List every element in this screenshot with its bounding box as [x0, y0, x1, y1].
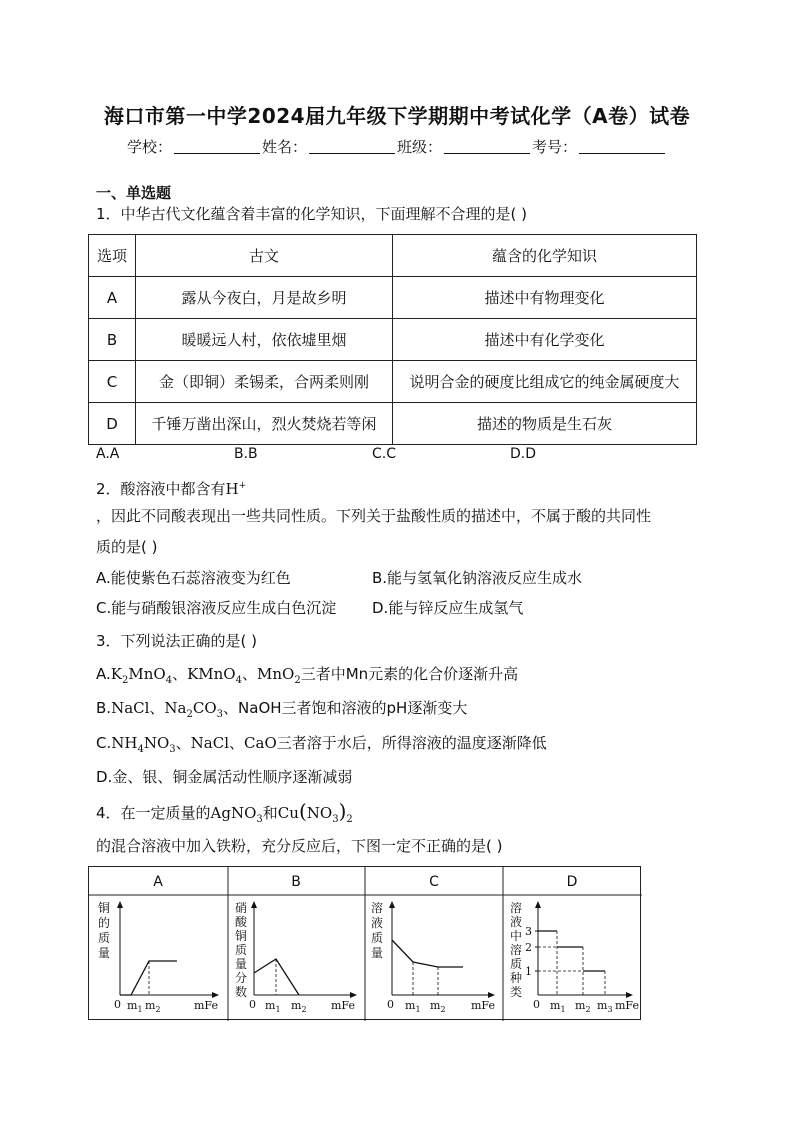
ylabel-char: 溶 — [510, 943, 523, 957]
q2-option-b[interactable]: B.能与氢氧化钠溶液反应生成水 — [372, 569, 583, 587]
y-tick-1: 1 — [525, 965, 532, 978]
formula-k2mno4: $K_2MnO_4$ — [110, 665, 173, 686]
x-axis-label: mFe — [471, 999, 495, 1012]
exam-title: 海口市第一中学2024届九年级下学期期中考试化学（A卷）试卷 — [103, 104, 691, 128]
formula-nh4no3: $NH_4NO_3$ — [111, 734, 176, 755]
x-axis-arrow — [350, 992, 357, 998]
formula-nacl: NaCl — [111, 699, 150, 717]
option-prefix: A. — [96, 665, 111, 683]
ylabel-char: 种 — [510, 971, 523, 985]
table-header-row — [89, 235, 697, 277]
option-text: 、NaOH三者饱和溶液的pH逐渐变大 — [223, 699, 468, 717]
q2-option-a[interactable]: A.能使紫色石蕊溶液变为红色 — [96, 569, 291, 587]
table-cell: 金（即铜）柔锡柔，合两柔则刚 — [136, 361, 393, 403]
table-row — [89, 361, 697, 403]
tick-m2: $m_2$ — [575, 999, 591, 1014]
q4-graphs-svg — [89, 867, 642, 1021]
option-text: 三者中Mn元素的化合价逐渐升高 — [300, 665, 519, 683]
school-blank[interactable] — [174, 139, 260, 154]
ylabel-char: 液 — [371, 916, 384, 930]
q1-table — [88, 234, 697, 445]
name-blank[interactable] — [309, 139, 395, 154]
number-blank[interactable] — [579, 139, 665, 154]
graph-d-ylabel — [510, 900, 522, 999]
option-prefix: C. — [96, 734, 112, 752]
ylabel-char: 质 — [98, 931, 111, 945]
origin-label: 0 — [249, 998, 256, 1011]
y-axis-arrow — [251, 901, 257, 908]
q2-stem-line3: 质的是( ) — [96, 538, 158, 556]
q4-stem-line2: 的混合溶液中加入铁粉，充分反应后，下图一定不正确的是( ) — [96, 837, 503, 855]
tick-m1: $m_1$ — [265, 999, 281, 1014]
series-line — [392, 940, 463, 967]
origin-label: 0 — [533, 998, 540, 1011]
y-axis-arrow — [117, 901, 123, 908]
q4-graphs — [88, 866, 641, 1020]
table-cell: 描述的物质是生石灰 — [393, 403, 697, 445]
ylabel-char: 量 — [235, 957, 248, 971]
origin-label: 0 — [387, 998, 394, 1011]
ylabel-char: 中 — [510, 929, 523, 943]
q4-stem-and: 和 — [262, 804, 278, 822]
ylabel-char: 的 — [98, 916, 111, 930]
q2-stem-line2: ，因此不同酸表现出一些共同性质。下列关于盐酸性质的描述中，不属于酸的共同性 — [96, 507, 652, 525]
tick-m1: $m_1$ — [550, 999, 566, 1014]
class-blank[interactable] — [444, 139, 530, 154]
formula-kmno4: KMnO$_4$ — [187, 665, 242, 686]
graph-c-ylabel — [371, 900, 383, 960]
ion-charge: + — [238, 481, 247, 491]
ylabel-char: 铜 — [98, 901, 111, 915]
graph-b-ylabel — [235, 900, 248, 999]
y-tick-2: 2 — [525, 941, 532, 954]
x-axis-label: mFe — [615, 999, 639, 1012]
graph-title-a: A — [153, 874, 163, 890]
table-cell: 描述中有物理变化 — [393, 277, 697, 319]
option-b[interactable]: B.B — [234, 446, 258, 462]
table-header-cell: 古文 — [136, 235, 393, 277]
class-label: 班级： — [397, 138, 443, 156]
origin-label: 0 — [114, 998, 121, 1011]
formula-nacl: NaCl — [190, 734, 230, 752]
q2-stem — [96, 476, 246, 499]
ylabel-char: 硝 — [235, 901, 248, 915]
school-label: 学校： — [126, 138, 172, 156]
formula-cao: CaO — [244, 734, 277, 752]
ylabel-char: 质 — [510, 957, 523, 971]
ylabel-char: 酸 — [235, 915, 248, 929]
option-prefix: B. — [96, 699, 112, 717]
table-row — [89, 403, 697, 445]
series-line — [254, 959, 299, 995]
formula-na2co3: $Na_2CO_3$ — [164, 699, 224, 720]
name-label: 姓名： — [261, 138, 307, 156]
tick-m2: $m_2$ — [145, 999, 161, 1014]
table-cell: C — [89, 361, 136, 403]
x-axis-label: mFe — [331, 999, 355, 1012]
q3-option-c[interactable]: $C.NH_4NO_3$、NaCl、CaO三者溶于水后，所得溶液的温度逐渐降低 — [96, 734, 547, 755]
ylabel-char: 铜 — [235, 929, 248, 943]
ylabel-char: 溶 — [371, 901, 384, 915]
section-heading: 一、单选题 — [96, 184, 172, 202]
table-cell: 暖暖远人村，依依墟里烟 — [136, 319, 393, 361]
ylabel-char: 质 — [235, 943, 248, 957]
graph-title-b: B — [291, 874, 301, 890]
q2-option-d[interactable]: D.能与锌反应生成氢气 — [372, 599, 524, 617]
graph-b — [235, 900, 357, 1014]
tick-m1: $m_1$ — [127, 999, 143, 1014]
option-a[interactable]: A.A — [96, 446, 120, 462]
q3-stem: 3．下列说法正确的是( ) — [96, 632, 258, 650]
ylabel-char: 数 — [235, 985, 248, 999]
number-label: 考号： — [532, 138, 578, 156]
x-axis-label: mFe — [194, 999, 218, 1012]
q2-stem-start: 2．酸溶液中都含有 — [96, 480, 226, 498]
formula-agno3: AgNO$_3$ — [210, 804, 263, 825]
table-cell: A — [89, 277, 136, 319]
option-c[interactable]: C.C — [372, 446, 397, 462]
table-header-cell: 选项 — [89, 235, 136, 277]
ylabel-char: 类 — [510, 985, 523, 999]
graph-title-d: D — [566, 874, 578, 890]
ion-symbol: H — [225, 480, 239, 498]
q2-option-c[interactable]: C.能与硝酸银溶液反应生成白色沉淀 — [96, 599, 337, 617]
ylabel-char: 液 — [510, 915, 523, 929]
x-axis-arrow — [488, 992, 495, 998]
q4-stem — [96, 801, 353, 830]
x-axis-arrow — [212, 992, 219, 998]
ylabel-char: 量 — [371, 946, 384, 960]
q4-stem-start: 4．在一定质量的 — [96, 804, 211, 822]
graph-d — [510, 900, 639, 1014]
graph-a-ylabel — [98, 900, 110, 960]
ylabel-char: 溶 — [510, 901, 523, 915]
y-tick-3: 3 — [525, 925, 532, 938]
graph-title-c: C — [429, 874, 439, 890]
table-cell: 千锤万凿出深山，烈火焚烧若等闲 — [136, 403, 393, 445]
y-axis-arrow — [389, 901, 395, 908]
q3-option-a[interactable]: $A.K_2MnO_4$、KMnO$_4$、MnO$_2$三者中Mn元素的化合价逐渐升高 — [96, 665, 519, 686]
ylabel-char: 分 — [235, 971, 248, 985]
table-cell: 描述中有化学变化 — [393, 319, 697, 361]
tick-m2: $m_2$ — [291, 999, 307, 1014]
x-axis-arrow — [626, 992, 633, 998]
graph-c — [371, 900, 495, 1014]
q3-option-b[interactable]: B.NaCl、$Na_2CO_3$、NaOH三者饱和溶液的pH逐渐变大 — [96, 699, 468, 720]
table-row — [89, 277, 697, 319]
ylabel-char: 质 — [371, 931, 384, 945]
option-text: 三者溶于水后，所得溶液的温度逐渐降低 — [276, 734, 547, 752]
student-info-line — [0, 136, 794, 157]
tick-m3: $m_3$ — [597, 999, 613, 1014]
formula-cuno32: $Cu(NO_3)_2$ — [277, 799, 353, 825]
option-d[interactable]: D.D — [510, 446, 537, 462]
series-line — [120, 961, 177, 995]
graph-a — [98, 900, 219, 1014]
table-header-cell: 蕴含的化学知识 — [393, 235, 697, 277]
table-cell: 说明合金的硬度比组成它的纯金属硬度大 — [393, 361, 697, 403]
table-row — [89, 319, 697, 361]
y-axis-arrow — [535, 901, 541, 908]
table-cell: 露从今夜白，月是故乡明 — [136, 277, 393, 319]
ylabel-char: 量 — [98, 946, 111, 960]
table-cell: B — [89, 319, 136, 361]
hydrogen-ion — [226, 480, 247, 498]
q3-option-d[interactable]: D.金、银、铜金属活动性顺序逐渐减弱 — [96, 768, 353, 786]
formula-mno2: MnO$_2$ — [257, 665, 301, 686]
tick-m1: $m_1$ — [405, 999, 421, 1014]
tick-m2: $m_2$ — [430, 999, 446, 1014]
table-cell: D — [89, 403, 136, 445]
q1-stem: 1．中华古代文化蕴含着丰富的化学知识，下面理解不合理的是( ) — [96, 205, 528, 223]
